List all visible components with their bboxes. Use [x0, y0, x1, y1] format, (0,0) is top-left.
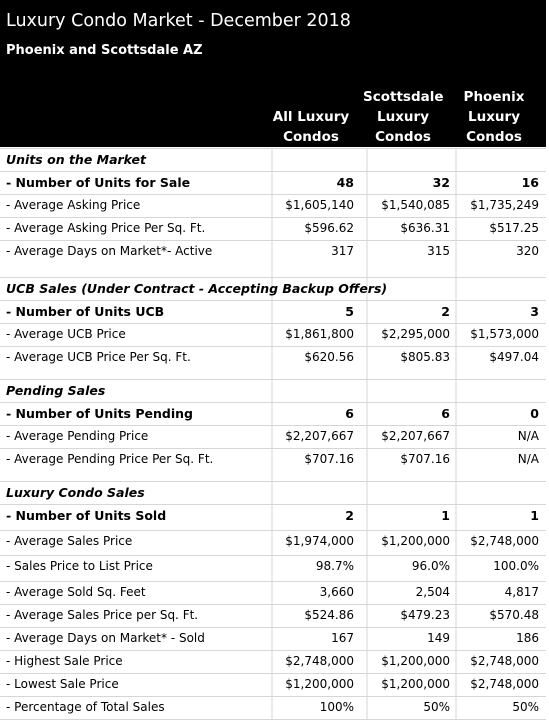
column-header-line: Condos [283, 129, 339, 145]
row-label: - Number of Units UCB [6, 304, 165, 319]
cell-phoenix: 1 [530, 508, 539, 523]
cell-all-luxury: $2,748,000 [285, 654, 354, 668]
table-row [0, 323, 546, 346]
column-header-line: Condos [466, 129, 522, 145]
table-row [0, 346, 546, 369]
section-heading-row [0, 481, 546, 504]
cell-phoenix: 50% [512, 700, 539, 714]
row-label: - Average Sales Price per Sq. Ft. [6, 608, 199, 622]
cell-scottsdale: $707.16 [400, 452, 450, 466]
table-row [0, 555, 546, 578]
cell-scottsdale: $805.83 [400, 350, 450, 364]
column-header-scottsdale [363, 87, 443, 147]
cell-all-luxury: $1,605,140 [285, 198, 354, 212]
column-header-line: Phoenix [463, 89, 525, 105]
table-row [0, 696, 546, 719]
column-header-line: Luxury [468, 109, 520, 125]
cell-all-luxury: $707.16 [304, 452, 354, 466]
report-title: Luxury Condo Market - December 2018 [6, 11, 351, 31]
cell-all-luxury: $1,861,800 [285, 327, 354, 341]
cell-phoenix: $497.04 [489, 350, 539, 364]
cell-all-luxury: 100% [319, 700, 354, 714]
table-row [0, 300, 546, 323]
cell-all-luxury: $596.62 [304, 221, 354, 235]
cell-scottsdale: $1,200,000 [381, 677, 450, 691]
column-header-line: Condos [375, 129, 431, 145]
cell-scottsdale: 32 [432, 175, 450, 190]
cell-scottsdale: $2,207,667 [381, 429, 450, 443]
table-header [0, 0, 546, 147]
cell-phoenix: 3 [530, 304, 539, 319]
cell-all-luxury: 167 [331, 631, 354, 645]
row-label: - Number of Units for Sale [6, 175, 191, 190]
section-heading: Pending Sales [6, 383, 106, 398]
row-label: - Average Asking Price Per Sq. Ft. [6, 221, 206, 235]
cell-scottsdale: 2,504 [415, 585, 450, 599]
cell-scottsdale: 6 [441, 406, 450, 421]
table-row [0, 604, 546, 627]
column-header-line: All Luxury [272, 109, 350, 125]
cell-phoenix: 4,817 [504, 585, 539, 599]
row-label: - Highest Sale Price [6, 654, 123, 668]
row-label: - Average Asking Price [6, 198, 141, 212]
cell-all-luxury: 98.7% [315, 559, 354, 573]
cell-phoenix: 320 [516, 244, 539, 258]
cell-phoenix: $1,573,000 [470, 327, 539, 341]
cell-scottsdale: 315 [427, 244, 450, 258]
cell-scottsdale: 50% [423, 700, 450, 714]
section-heading: UCB Sales (Under Contract - Accepting Backup Offers) [6, 281, 388, 296]
cell-phoenix: $517.25 [489, 221, 539, 235]
row-label: - Sales Price to List Price [6, 559, 153, 573]
cell-phoenix: N/A [517, 452, 539, 466]
table-row [0, 425, 546, 448]
row-label: - Average Days on Market*- Active [6, 244, 213, 258]
column-header-line: Scottsdale [363, 89, 444, 105]
table-row [0, 581, 546, 604]
table-row [0, 402, 546, 425]
cell-scottsdale: $1,200,000 [381, 534, 450, 548]
cell-phoenix: N/A [517, 429, 539, 443]
cell-phoenix: $1,735,249 [470, 198, 539, 212]
cell-all-luxury: $620.56 [304, 350, 354, 364]
cell-all-luxury: 48 [336, 175, 354, 190]
cell-all-luxury: $1,974,000 [285, 534, 354, 548]
cell-scottsdale: 96.0% [411, 559, 450, 573]
table-row [0, 650, 546, 673]
cell-all-luxury: 2 [345, 508, 354, 523]
row-label: - Average Sold Sq. Feet [6, 585, 146, 599]
cell-scottsdale: $2,295,000 [381, 327, 450, 341]
row-label: - Lowest Sale Price [6, 677, 119, 691]
row-label: - Average Pending Price [6, 429, 149, 443]
cell-phoenix: $2,748,000 [470, 534, 539, 548]
report-subtitle: Phoenix and Scottsdale AZ [6, 43, 203, 58]
row-label: - Number of Units Sold [6, 508, 167, 523]
row-label: - Average Pending Price Per Sq. Ft. [6, 452, 214, 466]
cell-all-luxury: 5 [345, 304, 354, 319]
table-row [0, 530, 546, 553]
table-row [0, 217, 546, 240]
cell-scottsdale: 149 [427, 631, 450, 645]
table-row [0, 627, 546, 650]
cell-scottsdale: $1,200,000 [381, 654, 450, 668]
table-row [0, 171, 546, 194]
row-label: - Average UCB Price [6, 327, 126, 341]
cell-all-luxury: $1,200,000 [285, 677, 354, 691]
column-header-phoenix [456, 87, 532, 147]
table-row [0, 240, 546, 263]
cell-all-luxury: 317 [331, 244, 354, 258]
row-label: - Average Sales Price [6, 534, 133, 548]
section-heading-row [0, 148, 546, 171]
cell-scottsdale: 2 [441, 304, 450, 319]
row-label: - Average Days on Market* - Sold [6, 631, 205, 645]
cell-scottsdale: $636.31 [400, 221, 450, 235]
section-heading: Luxury Condo Sales [6, 485, 145, 500]
table-row [0, 673, 546, 696]
cell-phoenix: 100.0% [493, 559, 539, 573]
section-heading-row [0, 277, 546, 300]
cell-phoenix: $2,748,000 [470, 677, 539, 691]
cell-phoenix: $2,748,000 [470, 654, 539, 668]
cell-all-luxury: $524.86 [304, 608, 354, 622]
cell-phoenix: 0 [530, 406, 539, 421]
cell-all-luxury: $2,207,667 [285, 429, 354, 443]
table-row [0, 194, 546, 217]
cell-phoenix: 16 [521, 175, 539, 190]
column-header-line: Luxury [377, 109, 429, 125]
section-heading: Units on the Market [6, 152, 147, 167]
cell-scottsdale: 1 [441, 508, 450, 523]
table-row [0, 504, 546, 527]
cell-all-luxury: 3,660 [319, 585, 354, 599]
cell-scottsdale: $1,540,085 [381, 198, 450, 212]
cell-all-luxury: 6 [345, 406, 354, 421]
table-row [0, 448, 546, 471]
row-label: - Average UCB Price Per Sq. Ft. [6, 350, 191, 364]
row-label: - Number of Units Pending [6, 406, 193, 421]
section-heading-row [0, 379, 546, 402]
cell-scottsdale: $479.23 [400, 608, 450, 622]
row-label: - Percentage of Total Sales [6, 700, 165, 714]
cell-phoenix: 186 [516, 631, 539, 645]
cell-phoenix: $570.48 [489, 608, 539, 622]
column-header-all-luxury [262, 107, 360, 147]
